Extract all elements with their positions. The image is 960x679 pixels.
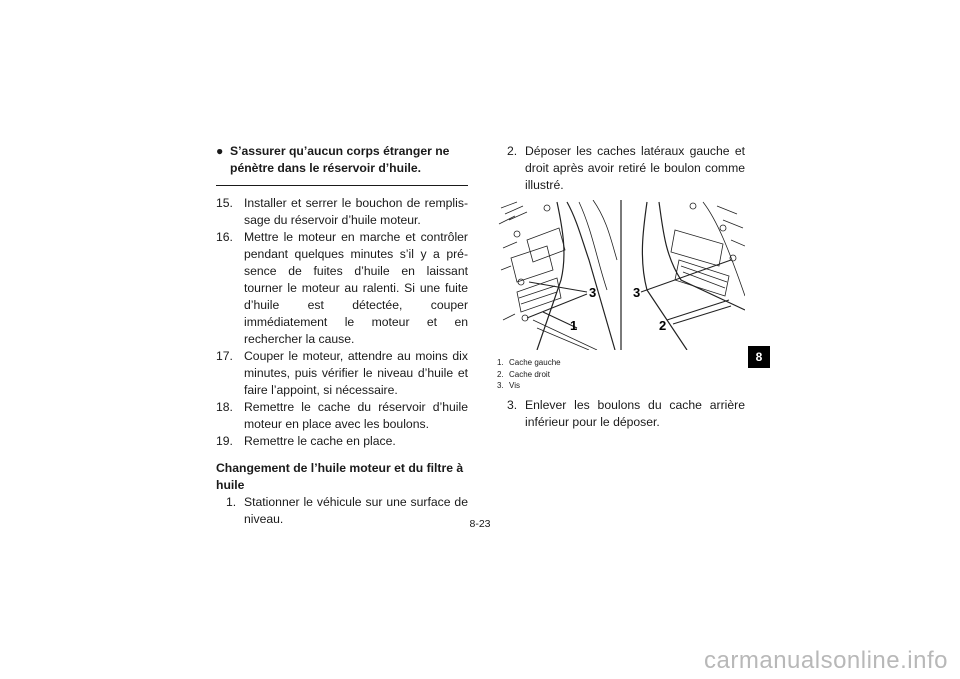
callout-1: 1 bbox=[570, 318, 578, 333]
step-1: 1. Stationner le véhicule sur une surface de niveau. bbox=[226, 495, 468, 526]
watermark: carmanualsonline.info bbox=[704, 647, 948, 674]
illustration-caption bbox=[497, 357, 745, 392]
step-2: 2. Déposer les caches latéraux gauche et droit après avoir retiré le boulon comme illustré. bbox=[507, 144, 745, 192]
bullet-icon: ● bbox=[216, 144, 224, 158]
callout-3-left: 3 bbox=[589, 285, 597, 300]
warning-notice bbox=[216, 143, 468, 177]
chapter-tab: 8 bbox=[748, 346, 770, 368]
side-covers-illustration bbox=[497, 200, 745, 350]
warning-line-2: pénètre dans le réservoir d’huile. bbox=[230, 161, 422, 175]
step-16: 16. Mettre le moteur en marche et contrôler pendant quelques minutes s’il y a présence de fuites d’huile en laissant tourner le moteur au ralenti. Si une fuite d’huile est détectée, couper immédiatement le moteur et en rechercher la cause. bbox=[216, 230, 468, 346]
callout-3-right: 3 bbox=[633, 285, 641, 300]
step-19: 19. Remettre le cache en place. bbox=[216, 434, 396, 448]
caption-item: 1. Cache gauche bbox=[497, 358, 561, 367]
caption-item: 3. Vis bbox=[497, 381, 520, 390]
caption-item: 2. Cache droit bbox=[497, 369, 550, 379]
warning-text bbox=[230, 143, 449, 177]
warning-line-1: S’assurer qu’aucun corps étranger ne bbox=[230, 144, 450, 158]
divider bbox=[216, 185, 468, 186]
step-15: 15. Installer et serrer le bouchon de remplissage du réservoir d’huile moteur. bbox=[216, 196, 468, 227]
section-heading: Changement de l’huile moteur et du filtre à huile bbox=[216, 461, 464, 492]
step-3: 3. Enlever les boulons du cache arrière inférieur pour le déposer. bbox=[507, 397, 745, 429]
callout-2: 2 bbox=[659, 318, 667, 333]
page-number: 8-23 bbox=[469, 518, 491, 530]
left-column bbox=[216, 143, 468, 528]
step-17: 17. Couper le moteur, attendre au moins dix minutes, puis vérifier le niveau d’huile et faire l’appoint, si nécessaire. bbox=[216, 349, 468, 397]
step-18: 18. Remettre le cache du réservoir d’huile moteur en place avec les boulons. bbox=[216, 400, 468, 431]
right-column bbox=[497, 143, 745, 431]
